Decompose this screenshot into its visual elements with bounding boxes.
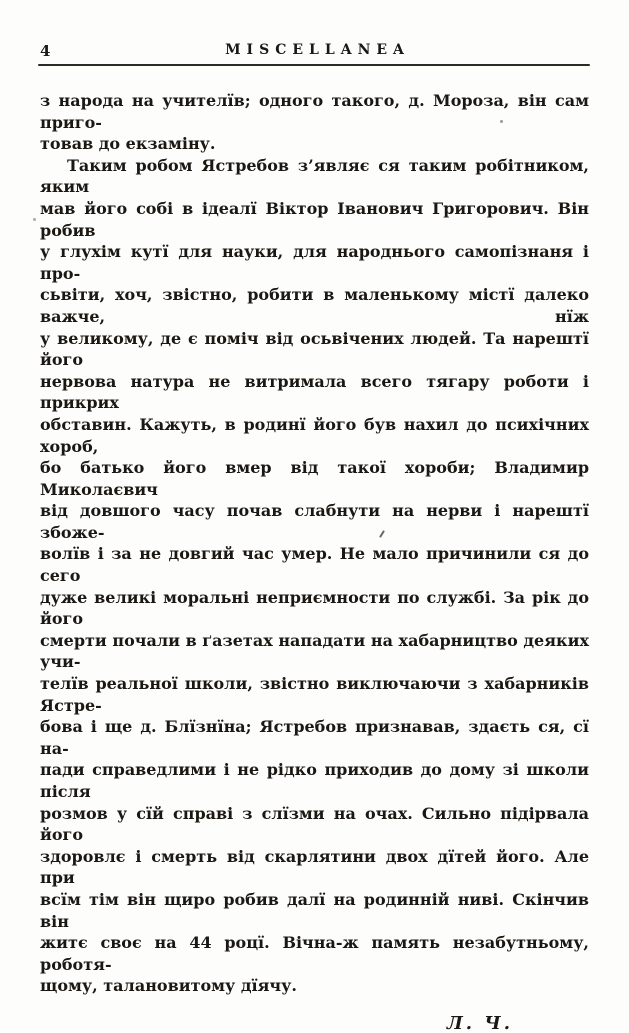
text-line: у великому, де є поміч від осьвічених людей. Та нарештї його — [40, 328, 589, 370]
text-line: житє своє на 44 роцї. Вічна-ж память незабутньому, роботя- — [40, 933, 589, 974]
text-block — [40, 90, 589, 1033]
paragraph-2 — [40, 155, 589, 997]
text-line: всїм тім він щиро робив далї на родинній ниві. Скінчив він — [40, 889, 589, 931]
text-line: з народа на учителїв; одного такого, д. Мороза, він сам приго- — [40, 91, 589, 132]
text-line: від довшого часу почав слабнути на нерви і нарештї збоже- — [40, 501, 589, 542]
text-line: мав його собі в ідеалї Віктор Іванович Григорович. Він робив — [40, 198, 589, 240]
header-rule — [38, 64, 590, 66]
scan-speck — [33, 218, 36, 221]
scan-speck — [500, 120, 503, 123]
text-line: нервова натура не витримала всего тягару роботи і прикрих — [40, 371, 589, 413]
text-line: телїв реальної школи, звістно виключаючи з хабарників Ястре- — [40, 674, 589, 715]
text-line: сьвіти, хоч, звістно, робити в маленькому містї далеко важче, нїж — [40, 285, 589, 326]
running-title: MISCELLANEA — [225, 42, 410, 58]
text-line: обставин. Кажуть, в родинї його був нахил до психічних хороб, — [40, 414, 589, 456]
author-signature: Л. Ч. — [446, 1012, 513, 1033]
text-line: Таким робом Ястребов з’являє ся таким робітником, яким — [40, 155, 589, 197]
text-line: розмов у сїй справі з слїзми на очах. Сильно підірвала його — [40, 803, 589, 845]
page-header — [0, 0, 629, 58]
text-line: дуже великі моральні неприємности по службі. За рік до його — [40, 587, 589, 629]
page-number: 4 — [40, 42, 51, 60]
text-line: бо батько його вмер від такої хороби; Владимир Миколаєвич — [40, 458, 589, 499]
text-line: у глухім кутї для науки, для народнього самопізнаня і про- — [40, 242, 589, 283]
paragraph-1 — [40, 90, 589, 155]
text-line: пади справедлими і не рідко приходив до дому зі школи після — [40, 760, 589, 801]
text-line: волїв і за не довгий час умер. Не мало причинили ся до сего — [40, 544, 589, 586]
text-line: здоровлє і смерть від скарлятини двох дїтей його. Але при — [40, 846, 589, 888]
text-line: смерти почали в ґазетах нападати на хабарництво деяких учи- — [40, 630, 589, 672]
text-line: товав до екзаміну. — [40, 134, 216, 154]
text-line: щому, талановитому дїячу. — [40, 976, 297, 996]
text-line: бова і ще д. Блїзнїна; Ястребов признавав, здаєть ся, сї на- — [40, 717, 589, 758]
